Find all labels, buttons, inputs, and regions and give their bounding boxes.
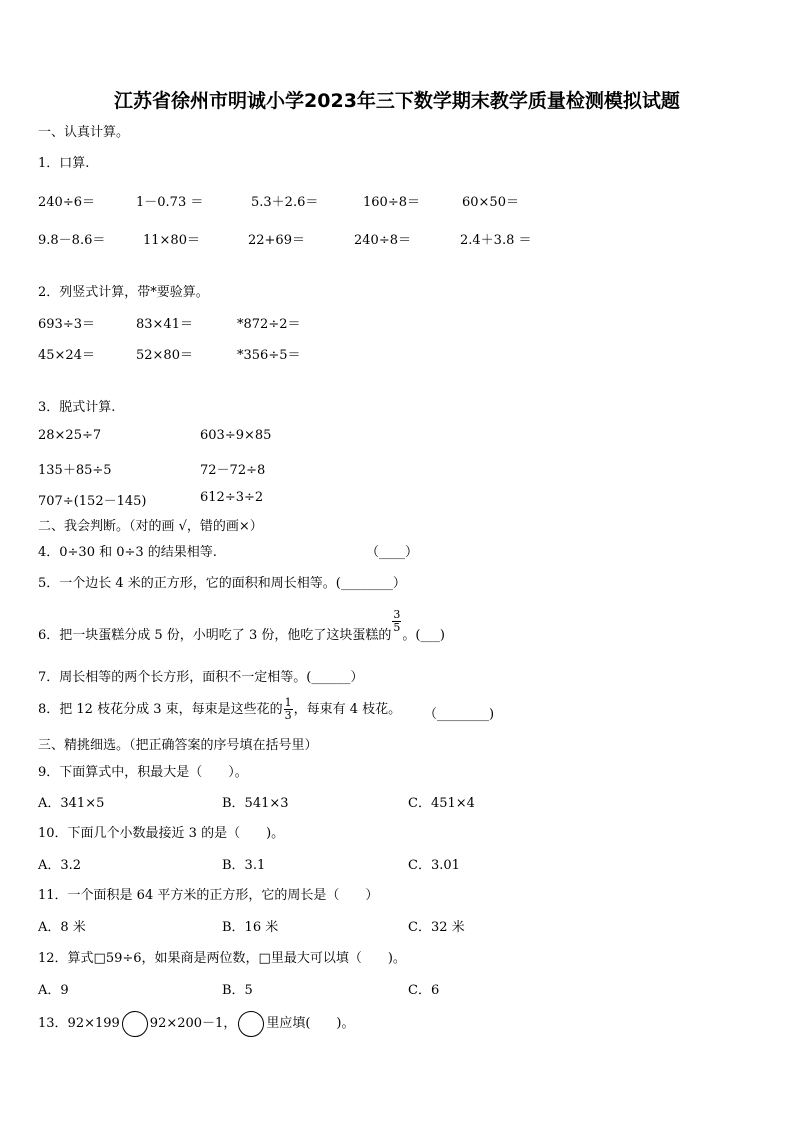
page-title: 江苏省徐州市明诚小学2023年三下数学期末教学质量检测模拟试题 [114, 90, 680, 112]
q1-item: 160÷8＝ [363, 195, 420, 210]
q3-item: 612÷3÷2 [200, 490, 264, 505]
q6-fraction [392, 609, 401, 634]
q12-option-c[interactable]: C．6 [408, 983, 440, 998]
q1-item: 22+69＝ [248, 233, 305, 248]
q1-item: 240÷8＝ [354, 233, 411, 248]
q6-text: 6．把一块蛋糕分成 5 份，小明吃了 3 份，他吃了这块蛋糕的 [38, 628, 392, 643]
q2-item: 52×80＝ [136, 348, 193, 363]
q9-text: 9．下面算式中，积最大是（ ）。 [38, 765, 248, 780]
q8-text-2: ，每束有 4 枝花。 [293, 702, 402, 717]
q13-line [38, 1010, 354, 1038]
compare-circle[interactable] [122, 1011, 148, 1037]
section-3-heading: 三、精挑细选。（把正确答案的序号填在括号里） [38, 738, 318, 753]
q3-item: 707÷(152－145) [38, 494, 147, 509]
q13-text-c: 里应填( )。 [266, 1016, 355, 1031]
q5-text: 5．一个边长 4 米的正方形，它的面积和周长相等。(________） [38, 576, 406, 591]
q2-item: 45×24＝ [38, 348, 95, 363]
q1-item: 240÷6＝ [38, 195, 95, 210]
q11-option-c[interactable]: C．32 米 [408, 920, 465, 935]
q9-option-a[interactable]: A．341×5 [38, 796, 105, 811]
q13-text-b: 92×200－1， [149, 1016, 237, 1031]
q4-answer-blank[interactable]: （____） [366, 545, 419, 560]
q8-answer-blank[interactable]: （________) [424, 707, 495, 722]
q10-option-c[interactable]: C．3.01 [408, 858, 460, 873]
q12-option-b[interactable]: B．5 [222, 983, 253, 998]
section-1-heading: 一、认真计算。 [38, 125, 130, 140]
section-2-heading: 二、我会判断。（对的画 √，错的画×） [38, 519, 263, 534]
q2-item: *872÷2＝ [237, 317, 301, 332]
q1-item: 2.4＋3.8 ＝ [460, 233, 532, 248]
q3-item: 603÷9×85 [200, 428, 272, 443]
q8-frac-den: 3 [284, 709, 292, 722]
q10-text: 10．下面几个小数最接近 3 的是（ )。 [38, 826, 285, 841]
q1-item: 1－0.73 ＝ [136, 195, 204, 210]
q8-line [38, 693, 401, 727]
q9-option-b[interactable]: B．541×3 [222, 796, 289, 811]
q8-frac-num: 1 [284, 696, 292, 709]
q2-heading: 2．列竖式计算，带*要验算。 [38, 285, 209, 300]
q1-item: 60×50＝ [462, 195, 519, 210]
q2-item: 693÷3＝ [38, 317, 95, 332]
q12-text: 12．算式□59÷6，如果商是两位数，□里最大可以填（ )。 [38, 951, 406, 966]
q1-item: 5.3＋2.6＝ [251, 195, 319, 210]
q12-option-a[interactable]: A．9 [38, 983, 69, 998]
compare-circle-ref [238, 1011, 264, 1037]
q6-answer-blank[interactable]: 。(___) [402, 628, 445, 643]
q9-option-c[interactable]: C．451×4 [408, 796, 475, 811]
q8-fraction [284, 697, 293, 722]
q1-item: 9.8－8.6＝ [38, 233, 106, 248]
q3-item: 72－72÷8 [200, 463, 266, 478]
q11-text: 11．一个面积是 64 平方米的正方形，它的周长是（ ） [38, 888, 379, 903]
q1-heading: 1．口算. [38, 156, 90, 171]
q10-option-b[interactable]: B．3.1 [222, 858, 266, 873]
q3-heading: 3．脱式计算. [38, 400, 116, 415]
q1-item: 11×80＝ [143, 233, 200, 248]
q13-text-a: 13．92×199 [38, 1016, 120, 1031]
q6-frac-num: 3 [393, 608, 401, 621]
q6-line [38, 608, 445, 656]
q6-frac-den: 5 [393, 621, 401, 634]
q2-item: 83×41＝ [136, 317, 193, 332]
q7-text: 7．周长相等的两个长方形，面积不一定相等。(______） [38, 670, 364, 685]
q2-item: *356÷5＝ [237, 348, 301, 363]
q10-option-a[interactable]: A．3.2 [38, 858, 82, 873]
q11-option-b[interactable]: B．16 米 [222, 920, 279, 935]
q8-text: 8．把 12 枝花分成 3 束，每束是这些花的 [38, 702, 283, 717]
q4-text: 4．0÷30 和 0÷3 的结果相等. [38, 545, 217, 560]
q3-item: 135＋85÷5 [38, 463, 112, 478]
q3-item: 28×25÷7 [38, 428, 102, 443]
q11-option-a[interactable]: A．8 米 [38, 920, 86, 935]
